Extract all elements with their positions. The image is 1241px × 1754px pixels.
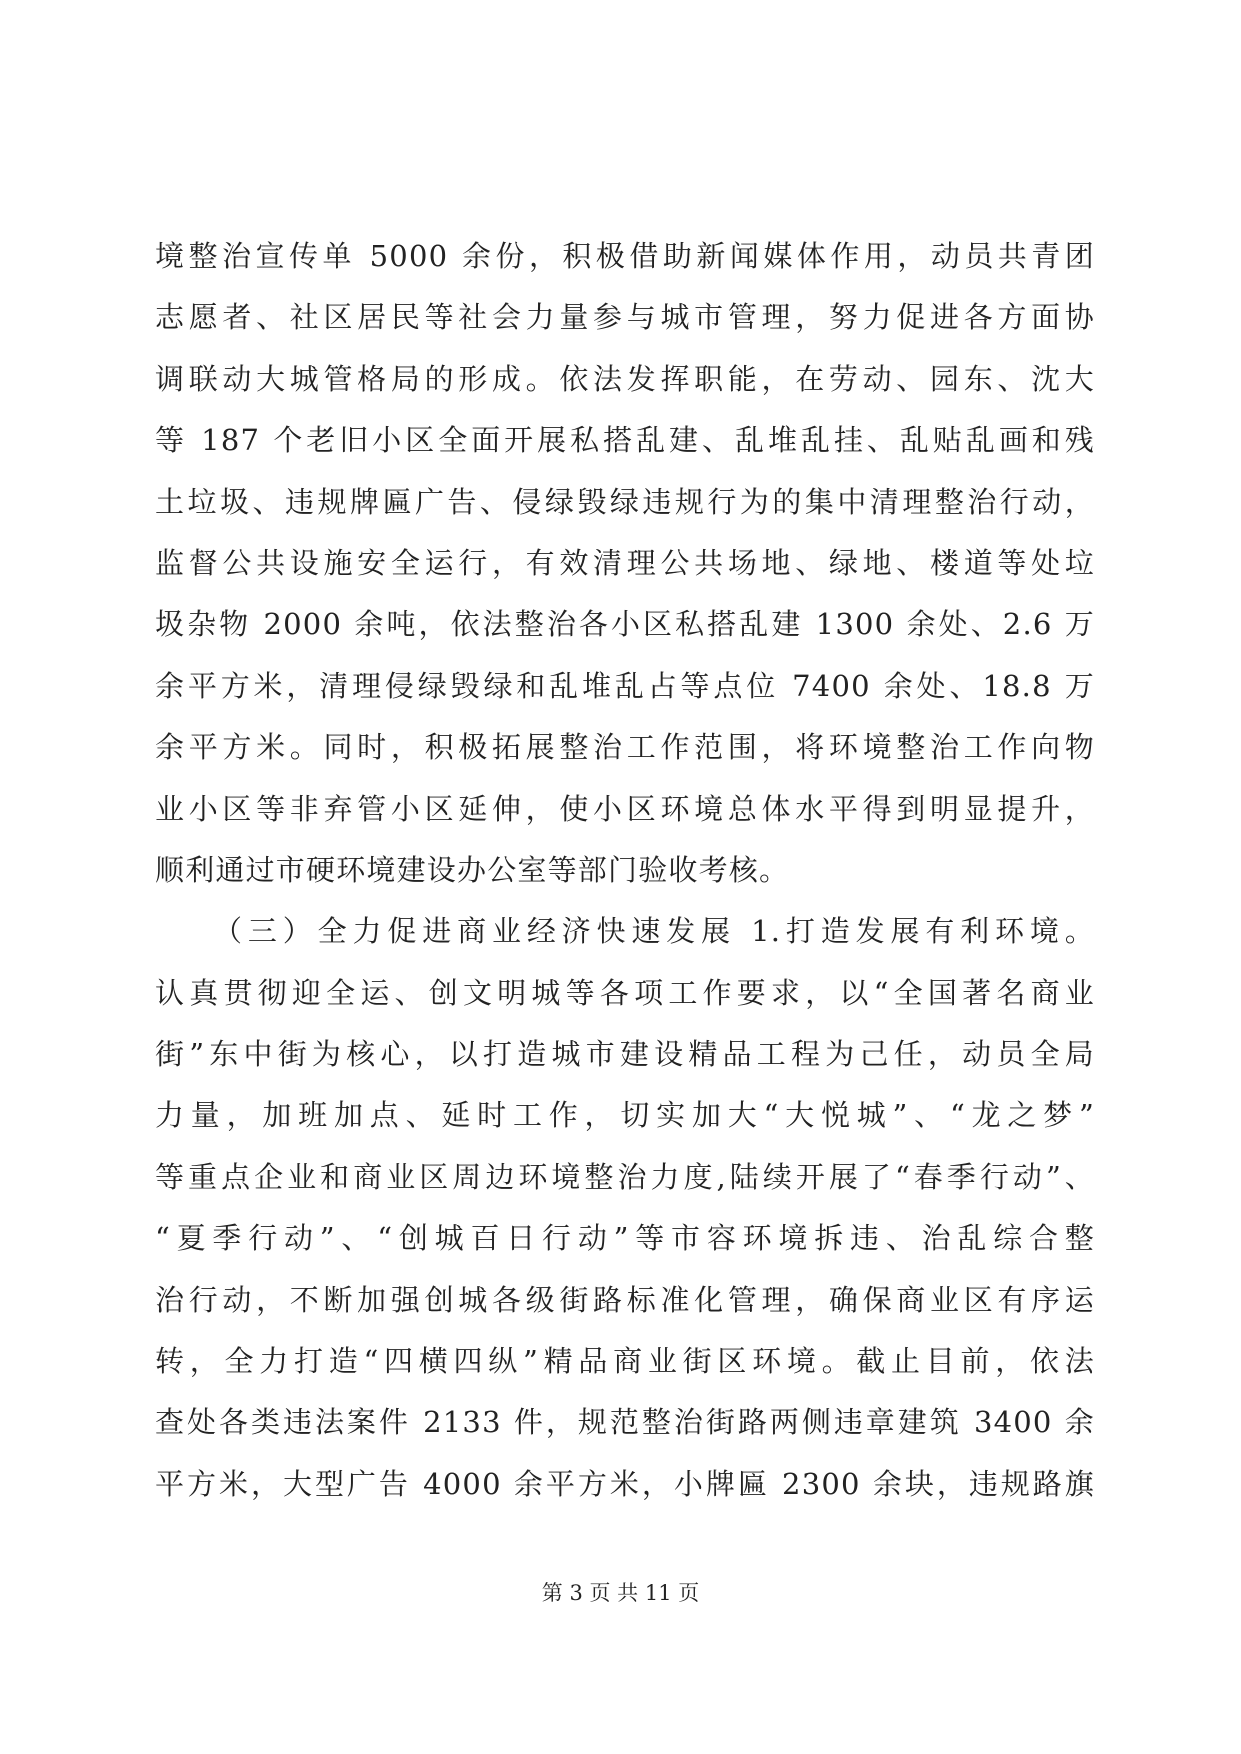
paragraph-line: 圾杂物 2000 余吨，依法整治各小区私搭乱建 1300 余处、2.6 万	[155, 607, 1095, 642]
paragraph-line: 志愿者、社区居民等社会力量参与城市管理，努力促进各方面协	[155, 300, 1095, 335]
paragraph-line: 认真贯彻迎全运、创文明城等各项工作要求，以“全国著名商业	[155, 975, 1095, 1010]
section-heading-line: （三）全力促进商业经济快速发展 1.打造发展有利环境。	[213, 914, 1095, 949]
paragraph-line: 查处各类违法案件 2133 件，规范整治街路两侧违章建筑 3400 余	[155, 1405, 1095, 1440]
paragraph-line: 力量，加班加点、延时工作，切实加大“大悦城”、“龙之梦”	[155, 1098, 1095, 1133]
paragraph-line: 平方米，大型广告 4000 余平方米，小牌匾 2300 余块，违规路旗	[155, 1466, 1095, 1501]
paragraph-line: 余平方米，清理侵绿毁绿和乱堆乱占等点位 7400 余处、18.8 万	[155, 668, 1095, 703]
paragraph-line: 调联动大城管格局的形成。依法发挥职能，在劳动、园东、沈大	[155, 361, 1095, 396]
paragraph-line: “夏季行动”、“创城百日行动”等市容环境拆违、治乱综合整	[155, 1221, 1095, 1256]
paragraph-line: 等 187 个老旧小区全面开展私搭乱建、乱堆乱挂、乱贴乱画和残	[155, 423, 1095, 458]
paragraph-line: 余平方米。同时，积极拓展整治工作范围，将环境整治工作向物	[155, 730, 1095, 765]
paragraph-line: 治行动，不断加强创城各级街路标准化管理，确保商业区有序运	[155, 1282, 1095, 1317]
paragraph-line: 业小区等非弃管小区延伸，使小区环境总体水平得到明显提升，	[155, 791, 1095, 826]
paragraph-line: 顺利通过市硬环境建设办公室等部门验收考核。	[155, 852, 790, 887]
paragraph-line: 境整治宣传单 5000 余份，积极借助新闻媒体作用，动员共青团	[155, 239, 1095, 273]
paragraph-line: 等重点企业和商业区周边环境整治力度,陆续开展了“春季行动”、	[155, 1159, 1095, 1194]
paragraph-line: 街”东中街为核心，以打造城市建设精品工程为己任，动员全局	[155, 1037, 1095, 1072]
body-text	[155, 226, 1095, 1515]
paragraph-line: 转，全力打造“四横四纵”精品商业街区环境。截止目前，依法	[155, 1344, 1095, 1379]
paragraph-line: 土垃圾、违规牌匾广告、侵绿毁绿违规行为的集中清理整治行动，	[155, 484, 1095, 519]
paragraph-line: 监督公共设施安全运行，有效清理公共场地、绿地、楼道等处垃	[155, 545, 1095, 580]
page-number-footer: 第 3 页 共 11 页	[541, 1581, 700, 1605]
